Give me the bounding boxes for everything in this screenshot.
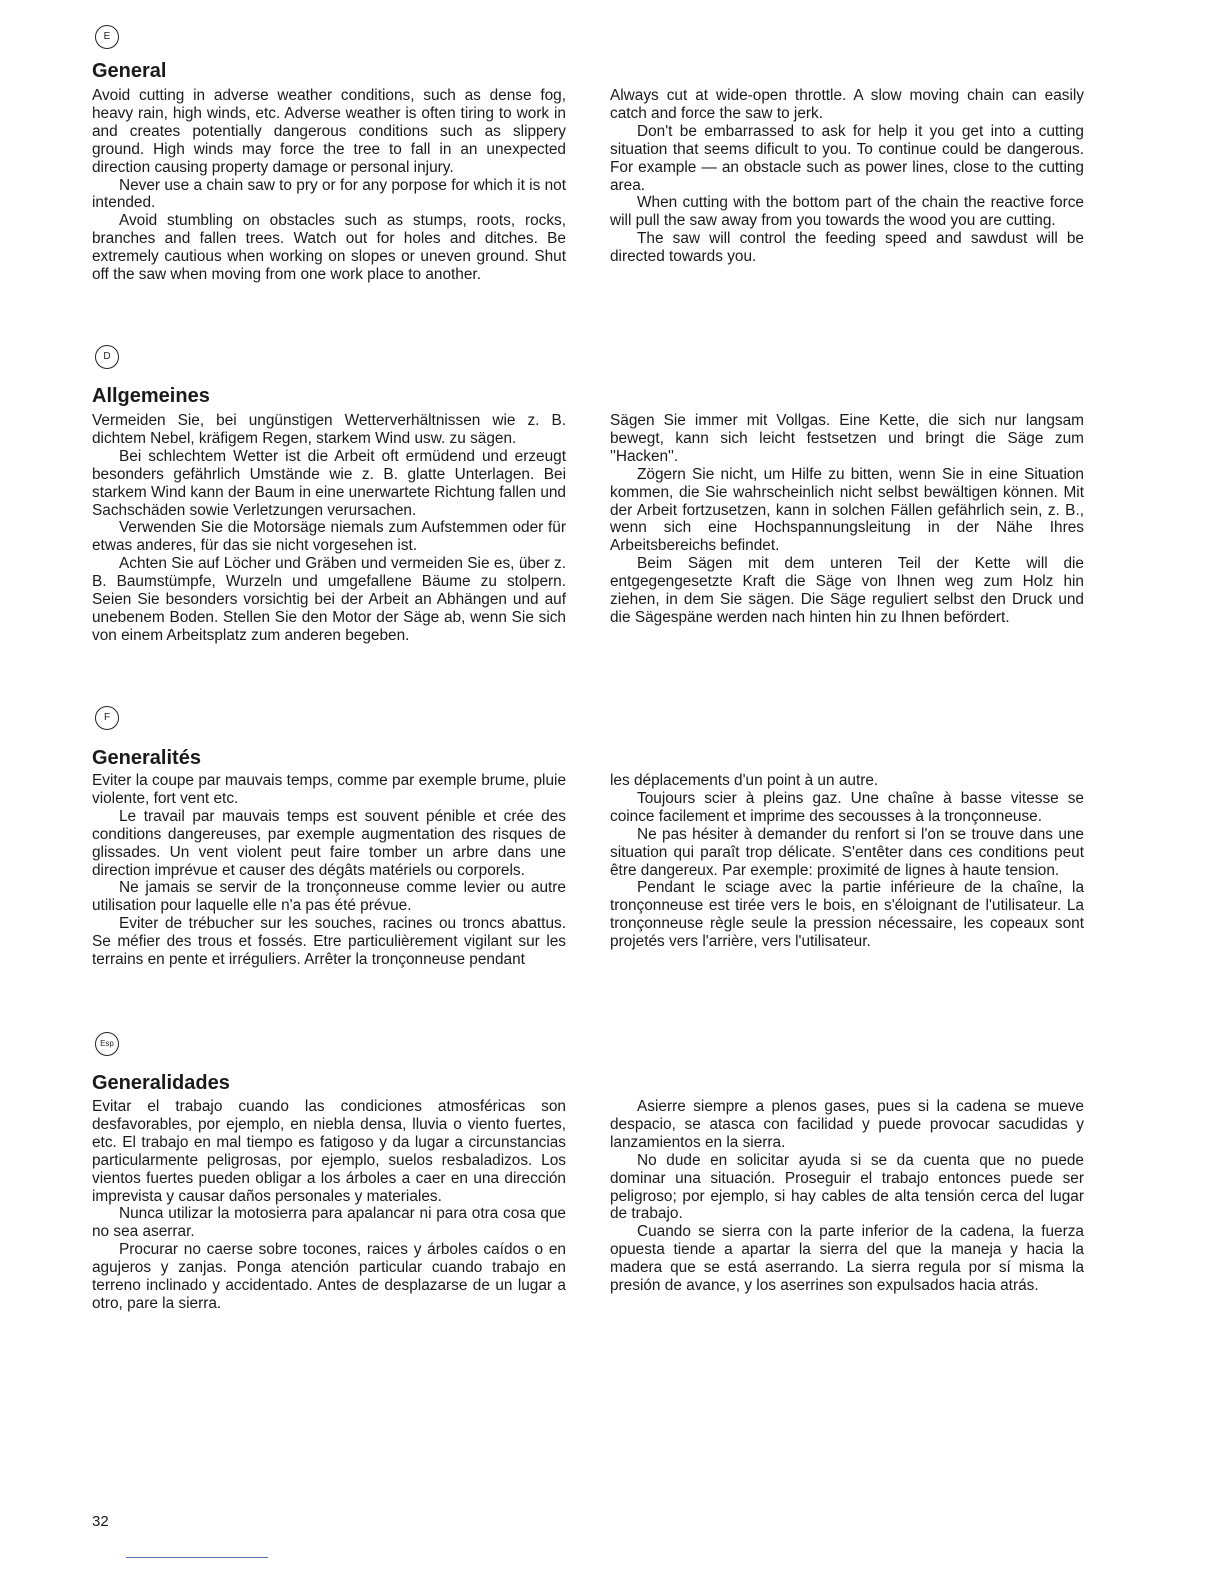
paragraph: Bei schlechtem Wetter ist die Arbeit oft ermüdend und erzeugt besonders gefährlich Umstände wie z. B. glatte Unterlagen. Bei starkem Wind kann der Baum in eine unerwartete Richtung fallen und Sachschäden sowie Verletzungen verursachen. (92, 447, 566, 519)
paragraph: Procurar no caerse sobre tocones, raices y árboles caídos o en agujeros y zanjas. Ponga atención particular cuando trabajo en terreno inclinado y accidentado. Antes de desplazarse de un lugar a otro, pare la sierra. (92, 1241, 566, 1312)
paragraph: Zögern Sie nicht, um Hilfe zu bitten, wenn Sie in eine Situation kommen, die Sie wahrscheinlich nicht selbst bewältigen können. Mit der Arbeit fortzusetzen, kann in solchen Fällen gefährlich sein, z. B., wenn sich eine Hochspannungsleitung in der Nähe Ihres Arbeitsbereichs befindet. (610, 465, 1084, 555)
paragraph: Never use a chain saw to pry or for any porpose for which it is not intended. (92, 176, 566, 212)
paragraph: Avoid cutting in adverse weather conditions, such as dense fog, heavy rain, high winds, etc. Adverse weather is often tiring to work in and creates potentially dangerous conditions such as slippery ground. High winds may force the tree to fall in an unexpected direction causing property damage or personal injury. (92, 87, 566, 176)
page-number: 32 (92, 1513, 109, 1530)
paragraph: Ne jamais se servir de la tronçonneuse comme levier ou autre utilisation pour laquelle elle n'a pas été prévue. (92, 879, 566, 915)
german-left-column (92, 412, 566, 645)
paragraph: Le travail par mauvais temps est souvent pénible et crée des conditions dangereuses, par exemple augmentation des risques de glissades. Un vent violent peut faire tomber un arbre dans une direction imprévue et causer des dégâts matériels ou corporels. (92, 807, 566, 879)
english-right-column (610, 87, 1084, 266)
section-heading-general: General (92, 60, 167, 82)
language-badge-d: D (95, 345, 119, 369)
paragraph: When cutting with the bottom part of the chain the reactive force will pull the saw away from you towards the wood you are cutting. (610, 194, 1084, 230)
paragraph: Asierre siempre a plenos gases, pues si la cadena se mueve despacio, se atasca con facilidad y puede provocar sacudidas y lanzamientos en la sierra. (610, 1098, 1084, 1151)
paragraph: Beim Sägen mit dem unteren Teil der Kette will die entgegengesetzte Kraft die Säge von Ihnen weg zum Holz hin ziehen, in dem Sie sägen. Die Säge reguliert selbst den Druck und die Sägespäne werden nach hinten hin zu Ihnen befördert. (610, 555, 1084, 626)
paragraph: Ne pas hésiter à demander du renfort si l'on se trouve dans une situation qui paraît trop délicate. S'entêter dans ces conditions peut être dangereux. Par exemple: proximité de lignes à haute tension. (610, 825, 1084, 879)
paragraph: The saw will control the feeding speed and sawdust will be directed towards you. (610, 230, 1084, 266)
paragraph: Eviter de trébucher sur les souches, racines ou troncs abattus. Se méfier des trous et fossés. Etre particulièrement vigilant sur les terrains en pente et irréguliers. Arrêter la tronçonneuse pendant (92, 915, 566, 969)
paragraph: Avoid stumbling on obstacles such as stumps, roots, rocks, branches and fallen trees. Watch out for holes and ditches. Be extremely cautious when working on slopes or uneven ground. Shut off the saw when moving from one work place to another. (92, 212, 566, 284)
paragraph: Evitar el trabajo cuando las condiciones atmosféricas son desfavorables, por ejemplo, en niebla densa, lluvia o viento fuertes, etc. El trabajo en mal tiempo es fatigoso y da lugar a circunstancias particularmente peligrosas, por ejemplo, suelos resbaladizos. Los vientos fuertes pueden obligar a los árboles a caer en una dirección imprevista y causar daños personales y materiales. (92, 1098, 566, 1205)
english-left-column (92, 87, 566, 284)
section-heading-generalidades: Generalidades (92, 1072, 230, 1094)
paragraph: Sägen Sie immer mit Vollgas. Eine Kette, die sich nur langsam bewegt, kann sich leicht festsetzen und bringt die Säge zum ''Hacken''. (610, 412, 1084, 465)
paragraph: Eviter la coupe par mauvais temps, comme par exemple brume, pluie violente, fort vent etc. (92, 772, 566, 807)
language-badge-e: E (95, 25, 119, 49)
section-heading-generalites: Generalités (92, 747, 201, 769)
paragraph: Toujours scier à pleins gaz. Une chaîne à basse vitesse se coince facilement et imprime des secousses à la tronçonneuse. (610, 789, 1084, 825)
language-badge-f: F (95, 706, 119, 730)
german-right-column (610, 412, 1084, 627)
spanish-right-column (610, 1098, 1084, 1295)
paragraph: Nunca utilizar la motosierra para apalancar ni para otra cosa que no sea aserrar. (92, 1205, 566, 1241)
french-left-column (92, 772, 566, 969)
paragraph: Don't be embarrassed to ask for help it you get into a cutting situation that seems dificult to you. To continue could be dangerous. For example — an obstacle such as power lines, close to the cutting area. (610, 122, 1084, 194)
paragraph: Always cut at wide-open throttle. A slow moving chain can easily catch and force the saw to jerk. (610, 87, 1084, 122)
paragraph: Vermeiden Sie, bei ungünstigen Wetterverhältnissen wie z. B. dichtem Nebel, kräfigem Regen, starkem Wind usw. zu sägen. (92, 412, 566, 447)
paragraph: Pendant le sciage avec la partie inférieure de la chaîne, la tronçonneuse est tirée vers le bois, en s'éloignant de l'utilisateur. La tronçonneuse règle seule la pression nécessaire, les copeaux sont projetés vers l'arrière, vers l'utilisateur. (610, 879, 1084, 951)
paragraph: Achten Sie auf Löcher und Gräben und vermeiden Sie es, über z. B. Baumstümpfe, Wurzeln und umgefallene Bäume zu stolpern. Seien Sie besonders vorsichtig bei der Arbeit an Abhängen und auf unebenem Boden. Stellen Sie den Motor der Säge ab, wenn Sie sich von einem Arbeitsplatz zum anderen begeben. (92, 555, 566, 644)
paragraph: No dude en solicitar ayuda si se da cuenta que no puede dominar una situación. Proseguir el trabajo entonces puede ser peligroso; por ejemplo, si hay cables de alta tensión cerca del lugar de trabajo. (610, 1151, 1084, 1223)
french-right-column (610, 772, 1084, 951)
paragraph: Cuando se sierra con la parte inferior de la cadena, la fuerza opuesta tiende a apartar la sierra del que la maneja y hacia la madera que se está aserrando. La sierra regula por sí misma la presión de avance, y los aserrines son expulsados hacia atrás. (610, 1223, 1084, 1295)
spanish-left-column (92, 1098, 566, 1313)
section-heading-allgemeines: Allgemeines (92, 385, 210, 407)
paragraph: Verwenden Sie die Motorsäge niemals zum Aufstemmen oder für etwas anderes, für das sie nicht vorgesehen ist. (92, 519, 566, 555)
footer-rule (126, 1557, 268, 1558)
language-badge-esp: Esp (95, 1032, 119, 1056)
paragraph: les déplacements d'un point à un autre. (610, 772, 879, 789)
